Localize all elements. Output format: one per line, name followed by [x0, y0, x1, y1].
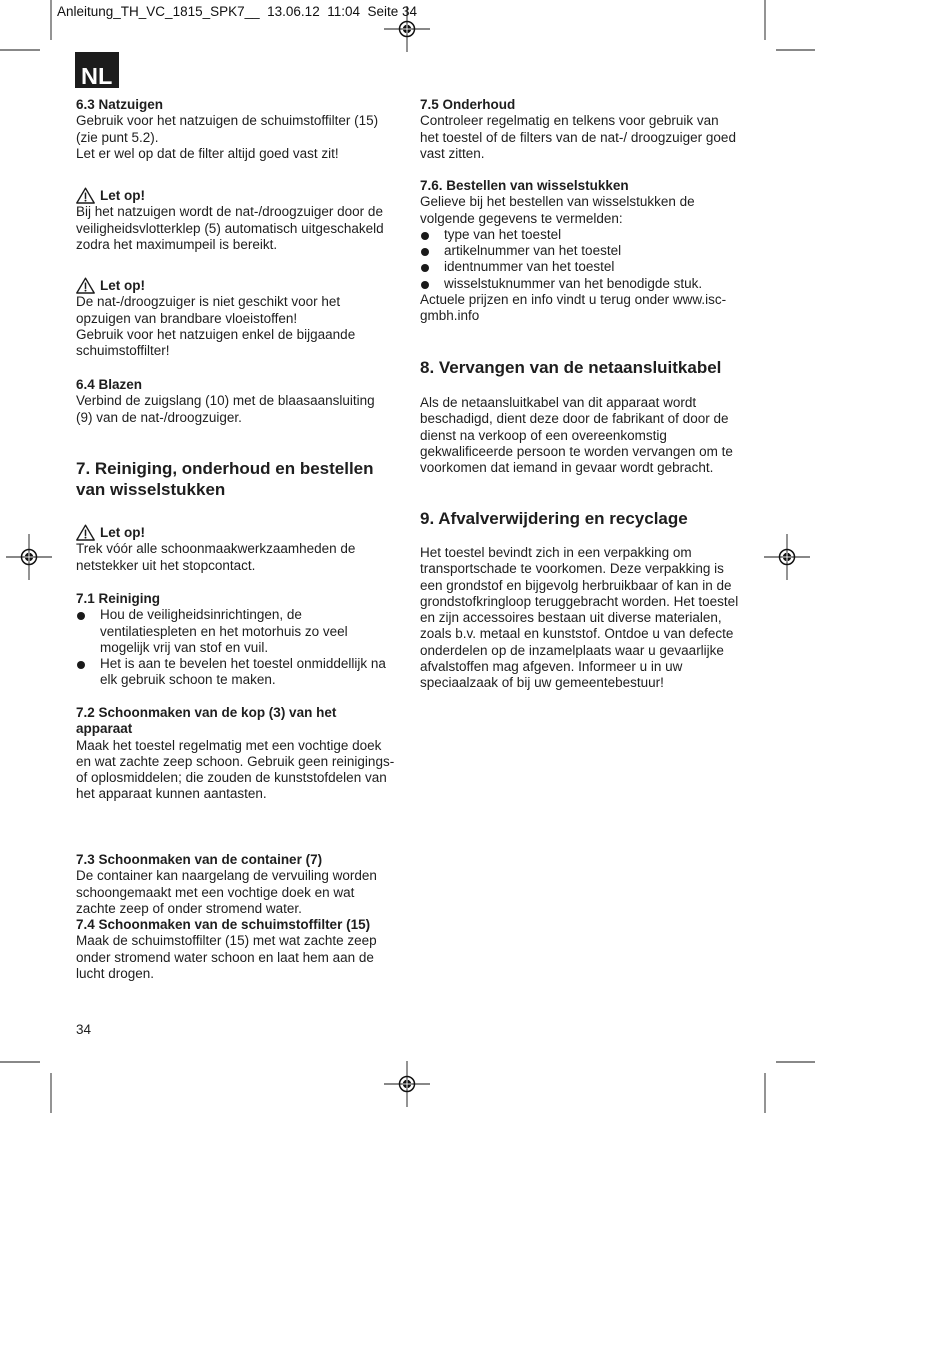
- section-title: 6.4 Blazen: [76, 377, 143, 392]
- chapter-9-body: Het toestel bevindt zich in een verpakking om transportschade te voorkomen. Deze verpakking is een grondstof en bijgevolg herbruikbaar of kan in de grondstofkringloop teruggebracht worden. Het toestel en zijn accessoires bestaan uit diverse materialen, zoals b.v. metaal en kunststof. Ontdoe u van defecte onderdelen op de inzamelplaats waar u gevaarlijke afvalstoffen mag afgeven. Informeer u in uw speciaalzaak of bij uw gemeentebestuur!: [420, 545, 739, 691]
- warning-notice-3: [76, 525, 355, 574]
- chapter-8-heading: 8. Vervangen van de netaansluitkabel: [420, 358, 722, 377]
- list-item: [76, 656, 386, 689]
- warning-triangle-icon: [76, 277, 95, 294]
- list-item-text: type van het toestel: [444, 226, 562, 242]
- warning-label: Let op!: [100, 278, 145, 293]
- warning-notice-2: [76, 278, 355, 359]
- section-body: Maak het toestel regelmatig met een vochtige doek en wat zachte zeep schoon. Gebruik geen reinigings- of oplosmiddelen; die zouden de kunststofdelen van het apparaat kunnen aantasten.: [76, 737, 395, 802]
- list-item-text: Hou de veiligheidsinrichtingen, de ventilatiespleten en het motorhuis zo veel mogelijk vrij van stof en vuil.: [100, 607, 348, 655]
- registration-mark-left: [6, 534, 52, 580]
- bullet-icon: [421, 281, 429, 289]
- section-7-3: [76, 852, 377, 917]
- list-item-text: artikelnummer van het toestel: [444, 243, 622, 259]
- section-title: 7.4 Schoonmaken van de schuimstoffilter (15): [76, 917, 371, 932]
- bullet-icon: [421, 264, 429, 272]
- language-badge: [75, 52, 119, 88]
- bullet-list: [420, 227, 726, 292]
- warning-label: Let op!: [100, 525, 145, 540]
- bullet-icon: [77, 612, 85, 620]
- section-title: 7.5 Onderhoud: [420, 97, 516, 112]
- page-number: 34: [76, 1022, 92, 1037]
- list-item: [420, 227, 726, 243]
- warning-body: Trek vóór alle schoonmaakwerkzaamheden de netstekker uit het stopcontact.: [76, 541, 356, 573]
- registration-mark-right: [764, 534, 810, 580]
- section-7-2: [76, 705, 394, 803]
- section-title: 7.2 Schoonmaken van de kop (3) van het apparaat: [76, 705, 337, 737]
- section-7-4: [76, 917, 377, 982]
- section-intro: Gelieve bij het bestellen van wisselstukken de volgende gegevens te vermelden:: [420, 194, 695, 226]
- section-title: 7.6. Bestellen van wisselstukken: [420, 178, 629, 193]
- registration-mark-bottom: [384, 1061, 430, 1107]
- section-body: Maak de schuimstoffilter (15) met wat zachte zeep onder stromend water schoon en laat hem aan de lucht drogen.: [76, 933, 377, 981]
- section-7-1: [76, 591, 386, 689]
- warning-triangle-icon: [76, 524, 95, 541]
- bullet-icon: [421, 248, 429, 256]
- section-body: Gebruik voor het natzuigen de schuimstoffilter (15) (zie punt 5.2). Let er wel op dat de filter altijd goed vast zit!: [76, 113, 379, 161]
- chapter-9-heading: 9. Afvalverwijdering en recyclage: [420, 509, 688, 528]
- list-item-text: wisselstuknummer van het benodigde stuk.: [444, 275, 703, 291]
- section-body: Verbind de zuigslang (10) met de blaasaansluiting (9) van de nat-/droogzuiger.: [76, 393, 375, 425]
- list-item: [420, 259, 726, 275]
- warning-body: Bij het natzuigen wordt de nat-/droogzuiger door de veiligheidsvlotterklep (5) automatisch uitgeschakeld zodra het maximumpeil is bereikt.: [76, 204, 384, 252]
- list-item-text: Het is aan te bevelen het toestel onmiddellijk na elk gebruik schoon te maken.: [100, 656, 386, 688]
- section-body: De container kan naargelang de vervuiling worden schoongemaakt met een vochtige doek en wat zachte zeep of onder stromend water.: [76, 868, 377, 916]
- section-title: 7.3 Schoonmaken van de container (7): [76, 852, 323, 867]
- list-item: [76, 607, 386, 656]
- list-item: [420, 243, 726, 259]
- print-slug-header: Anleitung_TH_VC_1815_SPK7__ 13.06.12 11:04 Seite 34: [57, 4, 418, 19]
- warning-notice-1: [76, 188, 384, 253]
- list-item: [420, 276, 726, 292]
- section-6-3: [76, 97, 378, 162]
- chapter-7-heading: 7. Reiniging, onderhoud en bestellen van wisselstukken: [76, 459, 374, 499]
- chapter-8-body: Als de netaansluitkabel van dit apparaat wordt beschadigd, dient deze door de fabrikant of door de dienst na verkoop of een overeenkomstig gekwalificeerde persoon te worden vervangen om te voorkomen dat iemand in gevaar wordt gebracht.: [420, 395, 733, 476]
- language-badge-label: NL: [81, 63, 113, 89]
- bullet-icon: [421, 232, 429, 240]
- section-7-5: [420, 97, 736, 162]
- warning-body: De nat-/droogzuiger is niet geschikt voor het opzuigen van brandbare vloeistoffen! Gebruik voor het natzuigen enkel de bijgaande schuimstoffilter!: [76, 294, 356, 359]
- section-7-6: [420, 178, 726, 325]
- list-item-text: identnummer van het toestel: [444, 259, 615, 275]
- section-outro: Actuele prijzen en info vindt u terug onder www.isc- gmbh.info: [420, 292, 727, 324]
- section-title: 7.1 Reiniging: [76, 591, 161, 606]
- section-title: 6.3 Natzuigen: [76, 97, 164, 112]
- section-6-4: [76, 377, 375, 426]
- bullet-list: [76, 607, 386, 688]
- warning-label: Let op!: [100, 188, 145, 203]
- warning-triangle-icon: [76, 187, 95, 204]
- section-body: Controleer regelmatig en telkens voor gebruik van het toestel of de filters van de nat-/ droogzuiger goed vast zitten.: [420, 113, 736, 161]
- bullet-icon: [77, 661, 85, 669]
